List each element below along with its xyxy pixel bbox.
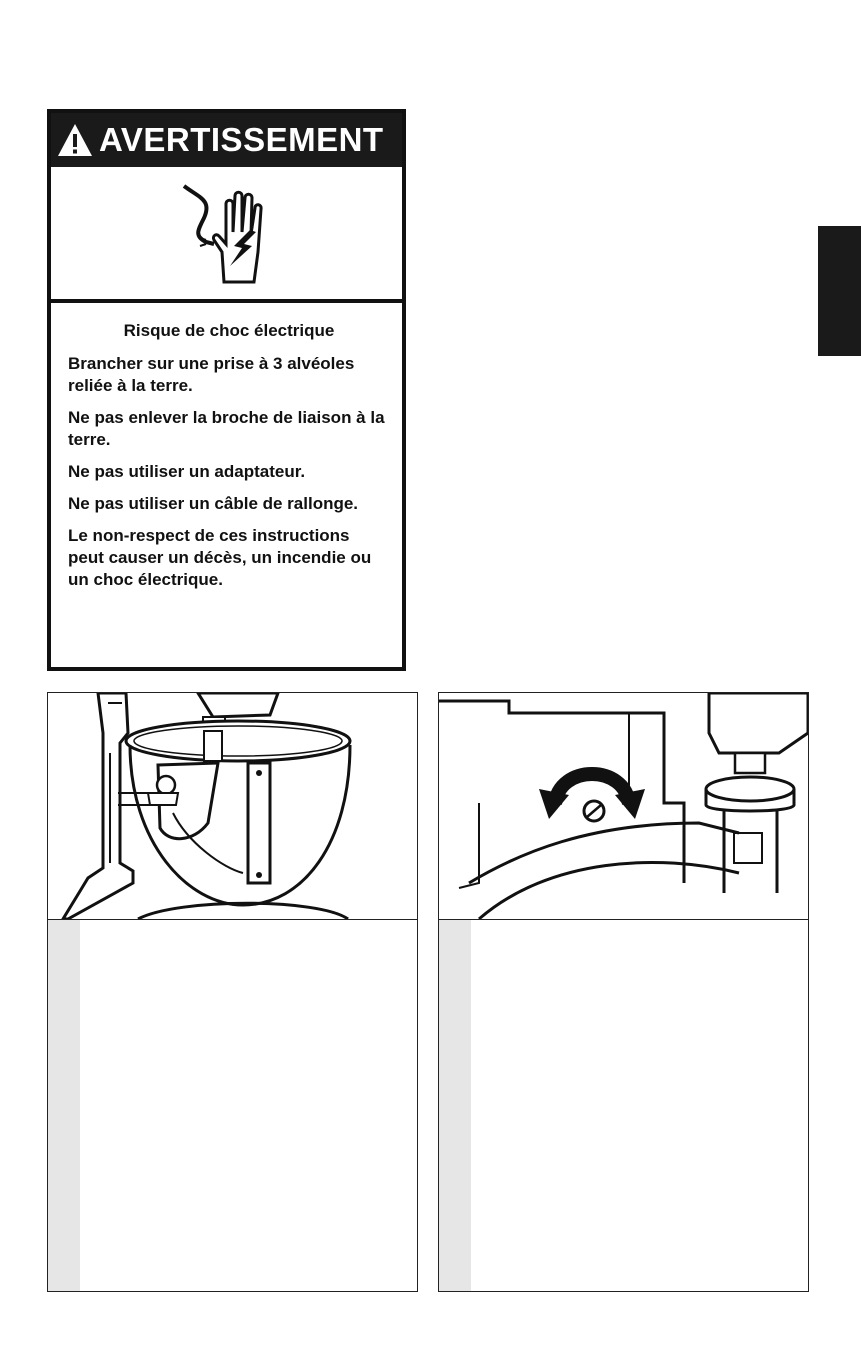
warning-title: AVERTISSEMENT (99, 121, 384, 158)
bowl-height-adjustment-screw-illustration (439, 693, 808, 920)
warning-triangle-icon (57, 122, 93, 158)
mixer-bowl-flat-beater-illustration (48, 693, 417, 920)
language-section-tab (818, 226, 861, 356)
risk-heading: Risque de choc électrique (123, 321, 335, 340)
step-panel-right (438, 692, 809, 1292)
instruction-3: Ne pas utiliser un adaptateur. (68, 462, 306, 481)
warning-pictogram-area (51, 167, 402, 303)
instruction-5: Le non-respect de ces instructions peut causer un décès, un incendie ou un choc électrique. (68, 526, 372, 589)
step-text-area (80, 920, 417, 1291)
electric-shock-hand-icon (172, 178, 282, 288)
warning-header (51, 113, 402, 167)
step-number-column (439, 920, 471, 1291)
rotate-both-directions-arrow-icon (537, 749, 647, 819)
step-text-area (471, 920, 808, 1291)
instruction-1: Brancher sur une prise à 3 alvéoles reliée à la terre. (68, 354, 355, 395)
warning-body (51, 303, 402, 601)
instruction-2: Ne pas enlever la broche de liaison à la terre. (68, 408, 385, 449)
step-panel-left (47, 692, 418, 1292)
instruction-4: Ne pas utiliser un câble de rallonge. (68, 494, 359, 513)
step-number-column (48, 920, 80, 1291)
warning-box (47, 109, 406, 671)
